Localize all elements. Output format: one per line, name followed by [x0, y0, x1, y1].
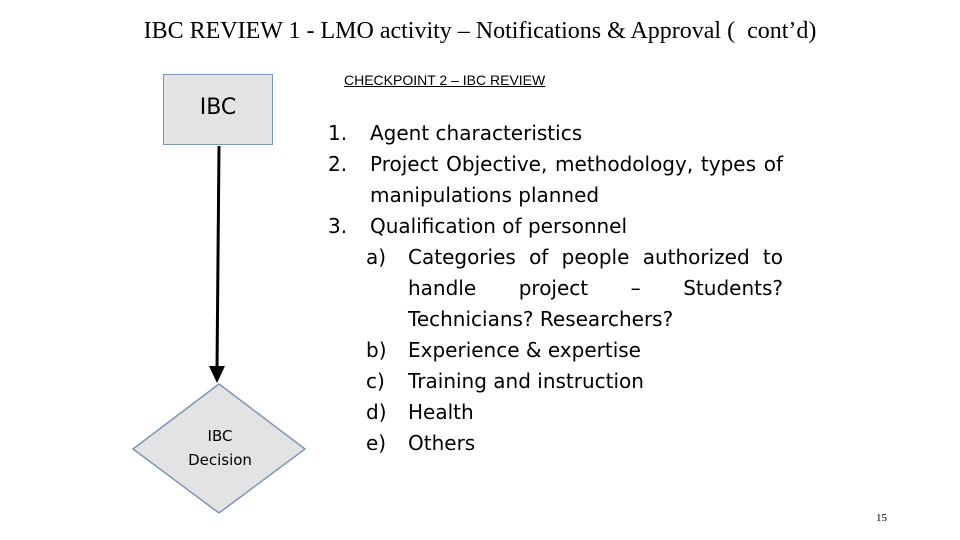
list-item-text: Project Objective, methodology, types of manipulations planned: [370, 152, 783, 207]
sub-list-item-letter: c): [366, 369, 385, 393]
flow-arrowhead: [209, 366, 225, 383]
list-item-number: 1.: [328, 121, 348, 145]
sub-list-item-letter: d): [366, 400, 387, 424]
sub-list-item-text: Training and instruction: [408, 369, 644, 393]
list-item-number: 2.: [328, 152, 348, 176]
checkpoint-heading: CHECKPOINT 2 – IBC REVIEW: [344, 72, 546, 88]
sub-list-item-text: Others: [408, 431, 476, 455]
sub-list-item-letter: e): [366, 431, 387, 455]
sub-list-item-text: Categories of people authorized to handle project – Students? Technicians? Researchers?: [408, 245, 783, 331]
decision-label: [168, 424, 272, 472]
list-item: [328, 118, 783, 149]
decision-label-line1: IBC: [207, 427, 233, 445]
ibc-start-label: IBC: [199, 95, 237, 120]
checklist: [328, 118, 783, 459]
slide-title: IBC REVIEW 1 - LMO activity – Notifications & Approval ( cont’d): [143, 18, 817, 44]
sub-list-item: [328, 397, 783, 428]
list-item-text: Qualification of personnel: [370, 214, 628, 238]
sub-list-item: [328, 335, 783, 366]
sub-list-item: [328, 366, 783, 397]
flow-connector-line: [217, 146, 219, 370]
sub-list-item-letter: b): [366, 338, 387, 362]
decision-label-line2: Decision: [188, 451, 252, 469]
list-item-number: 3.: [328, 214, 348, 238]
sub-list-item: [328, 242, 783, 335]
list-item-text: Agent characteristics: [370, 121, 583, 145]
sub-list-item-letter: a): [366, 245, 387, 269]
sub-list-item-text: Health: [408, 400, 474, 424]
list-item: [328, 149, 783, 211]
sub-list-item-text: Experience & expertise: [408, 338, 641, 362]
sub-list-item: [328, 428, 783, 459]
list-item: [328, 211, 783, 242]
page-number: 15: [876, 512, 887, 524]
